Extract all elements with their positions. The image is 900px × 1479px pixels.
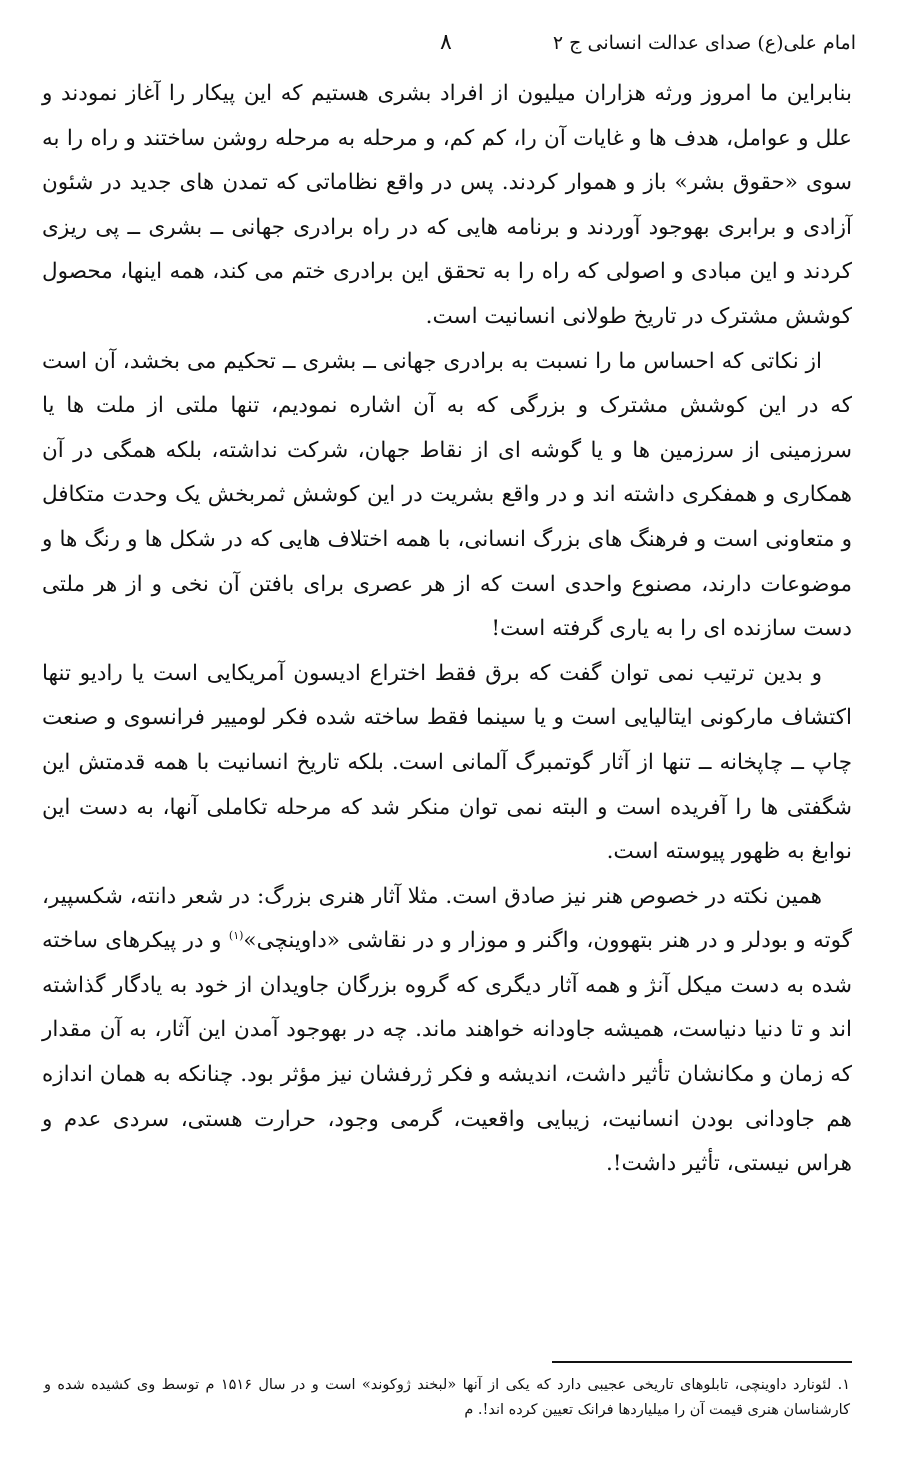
paragraph-4 — [42, 875, 852, 1187]
footnote-text: ۱. لئونارد داوینچی، تابلوهای تاریخی عجیبی دارد که یکی از آنها «لبخند ژوکوند» است و در سال ۱۵۱۶ م توسط وی کشیده شده و کارشناسان هنری قیمت آن را میلیاردها فرانک تعیین کرده اند!. م — [44, 1377, 850, 1418]
footnote-reference[interactable]: (۱) — [228, 929, 244, 943]
paragraph-2: از نکاتی که احساس ما را نسبت به برادری جهانی ــ بشری ــ تحکیم می بخشد، آن است که در این کوشش مشترک و بزرگی که به آن اشاره نمودیم، تنها ملتی از ملت ها یا سرزمینی از سرزمین ها و یا گوشه ای از نقاط جهان، شرکت نداشته، بلکه همگی در آن همکاری و همفکری داشته اند و در واقع بشریت در این کوشش ثمربخش یک وحدت متکافل و متعاونی است و فرهنگ های بزرگ انسانی، با همه اختلاف هایی که در شکل ها و رنگ ها و موضوعات دارند، مصنوع واحدی است که از هر عصری برای بافتن آن نخی و از هر ملتی دست سازنده ای را به یاری گرفته است! — [42, 348, 853, 642]
paragraph-1: بنابراین ما امروز ورثه هزاران میلیون از افراد بشری هستیم که این پیکار را آغاز نمودند و علل و عوامل، هدف ها و غایات آن را، کم کم، و مرحله به مرحله روشن ساختند و راه را به سوی «حقوق بشر» باز و هموار کردند. پس در واقع نظاماتی که تمدن های جدید در شئون آزادی و برابری بهوجود آوردند و برنامه هایی که در راه برادری جهانی ــ بشری ــ پی ریزی کردند و این مبادی و اصولی که راه را به تحقق این برادری ختم می کند، همه اینها، محصول کوشش مشترک در تاریخ طولانی انسانیت است. — [42, 81, 852, 329]
main-text — [42, 72, 852, 1187]
paragraph-4-part-2: و در پیکرهای ساخته شده به دست میکل آنژ و همه آثار دیگری که گروه بزرگان جاویدان از خود به یادگار گذاشته اند و تا دنیا دنیاست، همیشه جاودانه خواهند ماند. چه در بهوجود آمدن این آثار، به آن مقدار که زمان و مکانشان تأثیر داشت، اندیشه و فکر ژرفشان نیز مؤثر بود. چنانکه به همان اندازه هم جاودانی بودن انسانیت، زیبایی واقعیت، گرمی وجود، حرارت هستی، سردی عدم و هراس نیستی، تأثیر داشت!. — [42, 928, 852, 1177]
footnote-separator — [552, 1361, 852, 1363]
paragraph-4-part-1: همین نکته در خصوص هنر نیز صادق است. مثلا آثار هنری بزرگ: در شعر دانته، شکسپیر، گوته و بودلر و در هنر بتهوون، واگنر و موزار و در نقاشی «داوینچی» — [42, 883, 852, 954]
paragraph-3: و بدین ترتیب نمی توان گفت که برق فقط اختراع ادیسون آمریکایی است یا رادیو تنها اکتشاف مارکونی ایتالیایی است و یا سینما فقط ساخته شده فکر لومییر فرانسوی و صنعت چاپ ــ چاپخانه ــ تنها از آثار گوتمبرگ آلمانی است. بلکه تاریخ انسانیت با همه قدمتش این شگفتی ها را آفریده است و البته نمی توان منکر شد که مرحله تکاملی آنها، به دست این نوابغ به ظهور پیوسته است. — [42, 660, 852, 865]
running-title: امام علی(ع) صدای عدالت انسانی ج ۲ — [552, 32, 856, 54]
page-header — [40, 26, 856, 66]
page-number: ۸ — [440, 30, 452, 55]
